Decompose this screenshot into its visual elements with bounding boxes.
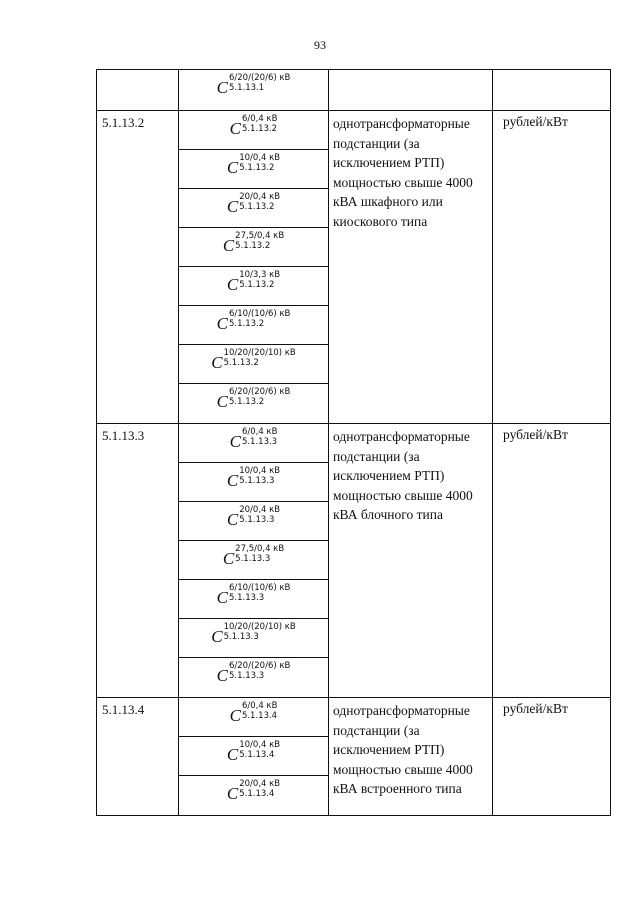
formula-subscript: 5.1.13.4 xyxy=(241,711,278,721)
formula-row xyxy=(179,150,328,189)
code-cell xyxy=(97,70,179,111)
description-cell xyxy=(329,70,493,111)
formula-superscript: 6/20/(20/6) кВ xyxy=(229,387,291,397)
formula-superscript: 10/20/(20/10) кВ xyxy=(223,348,296,358)
rate-formula: C 10/20/(20/10) кВ 5.1.13.2 xyxy=(211,348,296,372)
formula-cell xyxy=(179,698,329,816)
formula-superscript: 6/0,4 кВ xyxy=(241,701,278,711)
formula-subscript: 5.1.13.3 xyxy=(241,437,278,447)
formula-superscript: 27,5/0,4 кВ xyxy=(235,544,285,554)
section-unit: рублей/кВт xyxy=(493,111,611,424)
formula-cell xyxy=(179,111,329,424)
formula-row xyxy=(179,737,328,776)
formula-subscript: 5.1.13.2 xyxy=(241,124,278,134)
formula-subscript: 5.1.13.2 xyxy=(223,358,259,368)
formula-subscript: 5.1.13.2 xyxy=(239,202,275,212)
formula-subscript: 5.1.13.2 xyxy=(235,241,271,251)
formula-superscript: 10/20/(20/10) кВ xyxy=(223,622,296,632)
section-code: 5.1.13.2 xyxy=(97,111,179,424)
formula-subscript: 5.1.13.4 xyxy=(239,789,275,799)
formula-subscript: 5.1.13.2 xyxy=(229,397,265,407)
rate-formula: C 10/0,4 кВ 5.1.13.2 xyxy=(226,153,281,177)
formula-row xyxy=(179,345,328,384)
rate-formula: C 10/0,4 кВ 5.1.13.3 xyxy=(226,466,281,490)
formula-superscript: 10/0,4 кВ xyxy=(239,153,281,163)
formula-subscript: 5.1.13.1 xyxy=(229,83,265,93)
formula-superscript: 6/20/(20/6) кВ xyxy=(229,73,291,83)
tariff-table xyxy=(96,69,611,816)
rate-formula: C 6/20/(20/6) кВ 5.1.13.1 xyxy=(216,73,291,97)
rate-formula: C 10/0,4 кВ 5.1.13.4 xyxy=(226,740,281,764)
formula-cell xyxy=(179,70,329,111)
formula-row xyxy=(179,776,328,815)
table-row-section xyxy=(97,698,611,816)
formula-subscript: 5.1.13.3 xyxy=(235,554,271,564)
formula-row xyxy=(179,70,328,106)
rate-formula: C 6/10/(10/6) кВ 5.1.13.3 xyxy=(216,583,291,607)
rate-formula: C 10/3,3 кВ 5.1.13.2 xyxy=(226,270,281,294)
formula-subscript: 5.1.13.2 xyxy=(229,319,265,329)
formula-superscript: 10/0,4 кВ xyxy=(239,466,281,476)
formula-row xyxy=(179,619,328,658)
formula-cell xyxy=(179,424,329,698)
formula-subscript: 5.1.13.2 xyxy=(239,280,275,290)
page-number: 93 xyxy=(314,38,326,52)
formula-row xyxy=(179,267,328,306)
rate-formula: C 20/0,4 кВ 5.1.13.4 xyxy=(226,779,281,803)
formula-row xyxy=(179,111,328,150)
rate-formula: C 27,5/0,4 кВ 5.1.13.3 xyxy=(222,544,285,568)
section-code: 5.1.13.3 xyxy=(97,424,179,698)
formula-superscript: 27,5/0,4 кВ xyxy=(235,231,285,241)
formula-subscript: 5.1.13.2 xyxy=(239,163,275,173)
formula-subscript: 5.1.13.4 xyxy=(239,750,275,760)
formula-superscript: 10/3,3 кВ xyxy=(239,270,281,280)
rate-formula: C 10/20/(20/10) кВ 5.1.13.3 xyxy=(211,622,296,646)
formula-superscript: 20/0,4 кВ xyxy=(239,779,281,789)
table-row-section xyxy=(97,111,611,424)
rate-formula: C 6/20/(20/6) кВ 5.1.13.3 xyxy=(216,661,291,685)
rate-formula: C 6/0,4 кВ 5.1.13.3 xyxy=(229,427,278,451)
formula-subscript: 5.1.13.3 xyxy=(239,515,275,525)
formula-superscript: 6/10/(10/6) кВ xyxy=(229,309,291,319)
section-unit: рублей/кВт xyxy=(493,698,611,816)
formula-row xyxy=(179,658,328,697)
formula-row xyxy=(179,580,328,619)
unit-cell xyxy=(493,70,611,111)
formula-superscript: 20/0,4 кВ xyxy=(239,192,281,202)
section-description: однотрансформаторные подстанции (за исключением РТП) мощностью свыше 4000 кВА встроенного типа xyxy=(329,698,493,816)
rate-formula: C 6/0,4 кВ 5.1.13.2 xyxy=(229,114,278,138)
formula-row xyxy=(179,502,328,541)
formula-row xyxy=(179,424,328,463)
rate-formula: C 20/0,4 кВ 5.1.13.3 xyxy=(226,505,281,529)
formula-superscript: 6/0,4 кВ xyxy=(241,114,278,124)
formula-subscript: 5.1.13.3 xyxy=(239,476,275,486)
formula-row xyxy=(179,306,328,345)
formula-superscript: 20/0,4 кВ xyxy=(239,505,281,515)
formula-superscript: 6/10/(10/6) кВ xyxy=(229,583,291,593)
formula-subscript: 5.1.13.3 xyxy=(223,632,259,642)
rate-formula: C 27,5/0,4 кВ 5.1.13.2 xyxy=(222,231,285,255)
formula-superscript: 6/20/(20/6) кВ xyxy=(229,661,291,671)
formula-subscript: 5.1.13.3 xyxy=(229,593,265,603)
formula-subscript: 5.1.13.3 xyxy=(229,671,265,681)
rate-formula: C 6/10/(10/6) кВ 5.1.13.2 xyxy=(216,309,291,333)
section-unit: рублей/кВт xyxy=(493,424,611,698)
section-description: однотрансформаторные подстанции (за исключением РТП) мощностью свыше 4000 кВА блочного типа xyxy=(329,424,493,698)
rate-formula: C 6/20/(20/6) кВ 5.1.13.2 xyxy=(216,387,291,411)
formula-superscript: 10/0,4 кВ xyxy=(239,740,281,750)
section-code: 5.1.13.4 xyxy=(97,698,179,816)
rate-formula: C 20/0,4 кВ 5.1.13.2 xyxy=(226,192,281,216)
rate-formula: C 6/0,4 кВ 5.1.13.4 xyxy=(229,701,278,725)
formula-row xyxy=(179,384,328,423)
formula-row xyxy=(179,463,328,502)
formula-row xyxy=(179,189,328,228)
table-row-section xyxy=(97,424,611,698)
formula-superscript: 6/0,4 кВ xyxy=(241,427,278,437)
table-row-continuation xyxy=(97,70,611,111)
formula-row xyxy=(179,698,328,737)
section-description: однотрансформаторные подстанции (за исключением РТП) мощностью свыше 4000 кВА шкафного или киоскового типа xyxy=(329,111,493,424)
formula-row xyxy=(179,228,328,267)
formula-row xyxy=(179,541,328,580)
